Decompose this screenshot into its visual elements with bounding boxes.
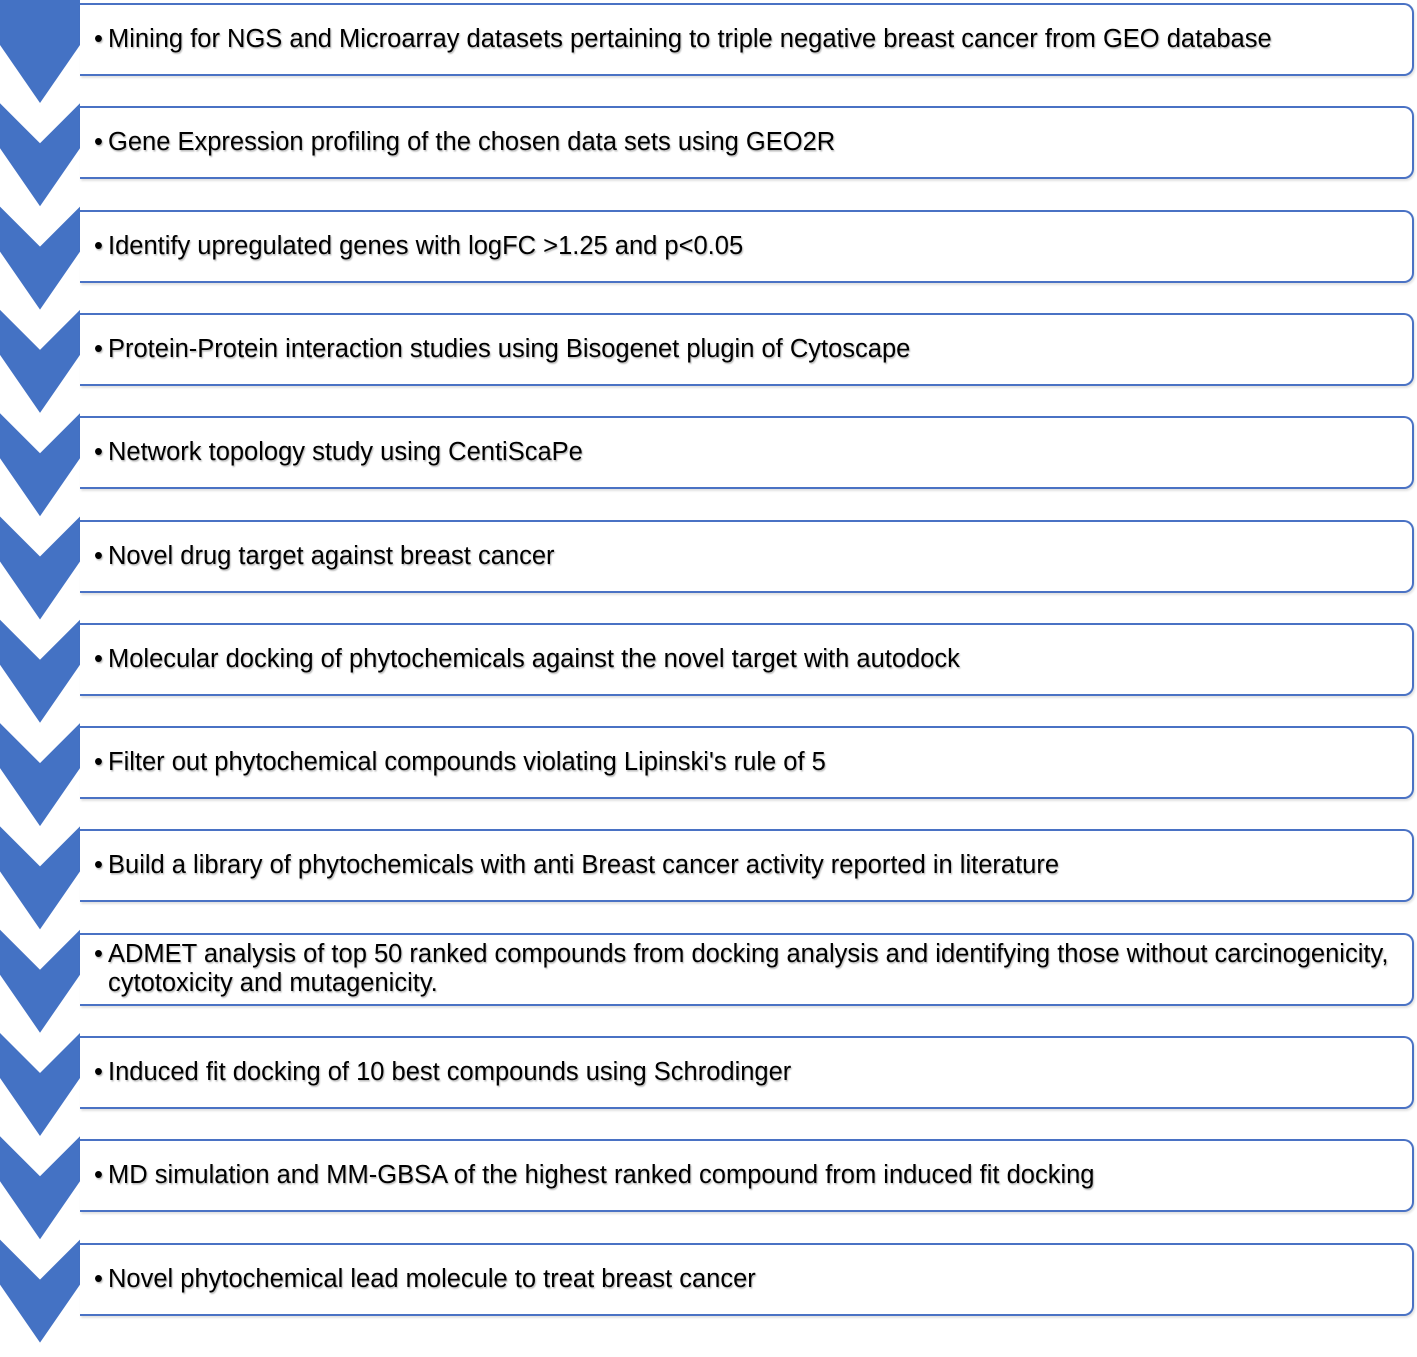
chevron-arrow xyxy=(0,1033,80,1136)
bullet-icon: • xyxy=(94,25,103,53)
bullet-icon: • xyxy=(94,748,103,777)
step-box xyxy=(80,623,1414,696)
step-text xyxy=(94,212,1394,281)
step-text xyxy=(94,1245,1394,1314)
bullet-icon: • xyxy=(94,334,103,363)
bullet-icon: • xyxy=(94,541,103,570)
chevron-arrow xyxy=(0,826,80,929)
chevron-arrow xyxy=(0,517,80,620)
chevron-arrow xyxy=(0,310,80,413)
chevron-arrow xyxy=(0,207,80,310)
step-text xyxy=(94,418,1394,487)
chevron-arrow xyxy=(0,1240,80,1343)
chevron-arrow xyxy=(0,0,80,103)
step-text xyxy=(94,315,1394,384)
step-box xyxy=(80,829,1414,902)
step-box xyxy=(80,416,1414,489)
step-label: Induced fit docking of 10 best compounds using Schrodinger xyxy=(108,1058,792,1086)
bullet-icon: • xyxy=(94,1058,103,1086)
step-label: Identify upregulated genes with logFC >1.25 and p<0.05 xyxy=(108,231,744,260)
chevron-arrow xyxy=(0,930,80,1033)
step-label: Mining for NGS and Microarray datasets pertaining to triple negative breast cancer from GEO database xyxy=(108,25,1272,53)
step-label: Build a library of phytochemicals with anti Breast cancer activity reported in literature xyxy=(108,851,1060,880)
step-label: Filter out phytochemical compounds violating Lipinski's rule of 5 xyxy=(108,748,826,777)
step-text xyxy=(94,831,1394,900)
step-box xyxy=(80,313,1414,386)
step-box xyxy=(80,1139,1414,1212)
step-text xyxy=(94,728,1394,797)
step-text xyxy=(94,1038,1394,1107)
bullet-icon: • xyxy=(94,438,103,467)
step-label: Network topology study using CentiScaPe xyxy=(108,438,583,467)
step-label: Novel phytochemical lead molecule to treat breast cancer xyxy=(108,1264,756,1293)
step-text xyxy=(94,522,1394,591)
step-box xyxy=(80,1036,1414,1109)
chevron-arrow xyxy=(0,723,80,826)
chevron-arrow xyxy=(0,1136,80,1239)
bullet-icon: • xyxy=(94,128,103,157)
step-box xyxy=(80,726,1414,799)
bullet-icon: • xyxy=(94,231,103,260)
step-label: Gene Expression profiling of the chosen data sets using GEO2R xyxy=(108,128,836,157)
chevron-arrow xyxy=(0,103,80,206)
step-text xyxy=(94,625,1394,694)
step-label: ADMET analysis of top 50 ranked compounds from docking analysis and identifying those without carcinogenicity, cytotoxicity and mutagenicity. xyxy=(108,940,1389,998)
bullet-icon: • xyxy=(94,851,103,880)
step-text xyxy=(94,108,1394,177)
step-text xyxy=(94,935,1394,1004)
step-label: Molecular docking of phytochemicals against the novel target with autodock xyxy=(108,644,960,673)
chevron-arrow xyxy=(0,413,80,516)
step-label: Novel drug target against breast cancer xyxy=(108,541,555,570)
step-box xyxy=(80,3,1414,76)
step-box xyxy=(80,520,1414,593)
step-label: Protein-Protein interaction studies using Bisogenet plugin of Cytoscape xyxy=(108,334,911,363)
step-text xyxy=(94,1141,1394,1210)
step-box xyxy=(80,210,1414,283)
bullet-icon: • xyxy=(94,940,103,969)
step-text xyxy=(94,5,1394,74)
step-box xyxy=(80,933,1414,1006)
chevron-arrow xyxy=(0,620,80,723)
step-box xyxy=(80,106,1414,179)
bullet-icon: • xyxy=(94,1161,103,1190)
bullet-icon: • xyxy=(94,644,103,673)
step-box xyxy=(80,1243,1414,1316)
step-label: MD simulation and MM-GBSA of the highest ranked compound from induced fit docking xyxy=(108,1161,1095,1190)
bullet-icon: • xyxy=(94,1264,103,1293)
